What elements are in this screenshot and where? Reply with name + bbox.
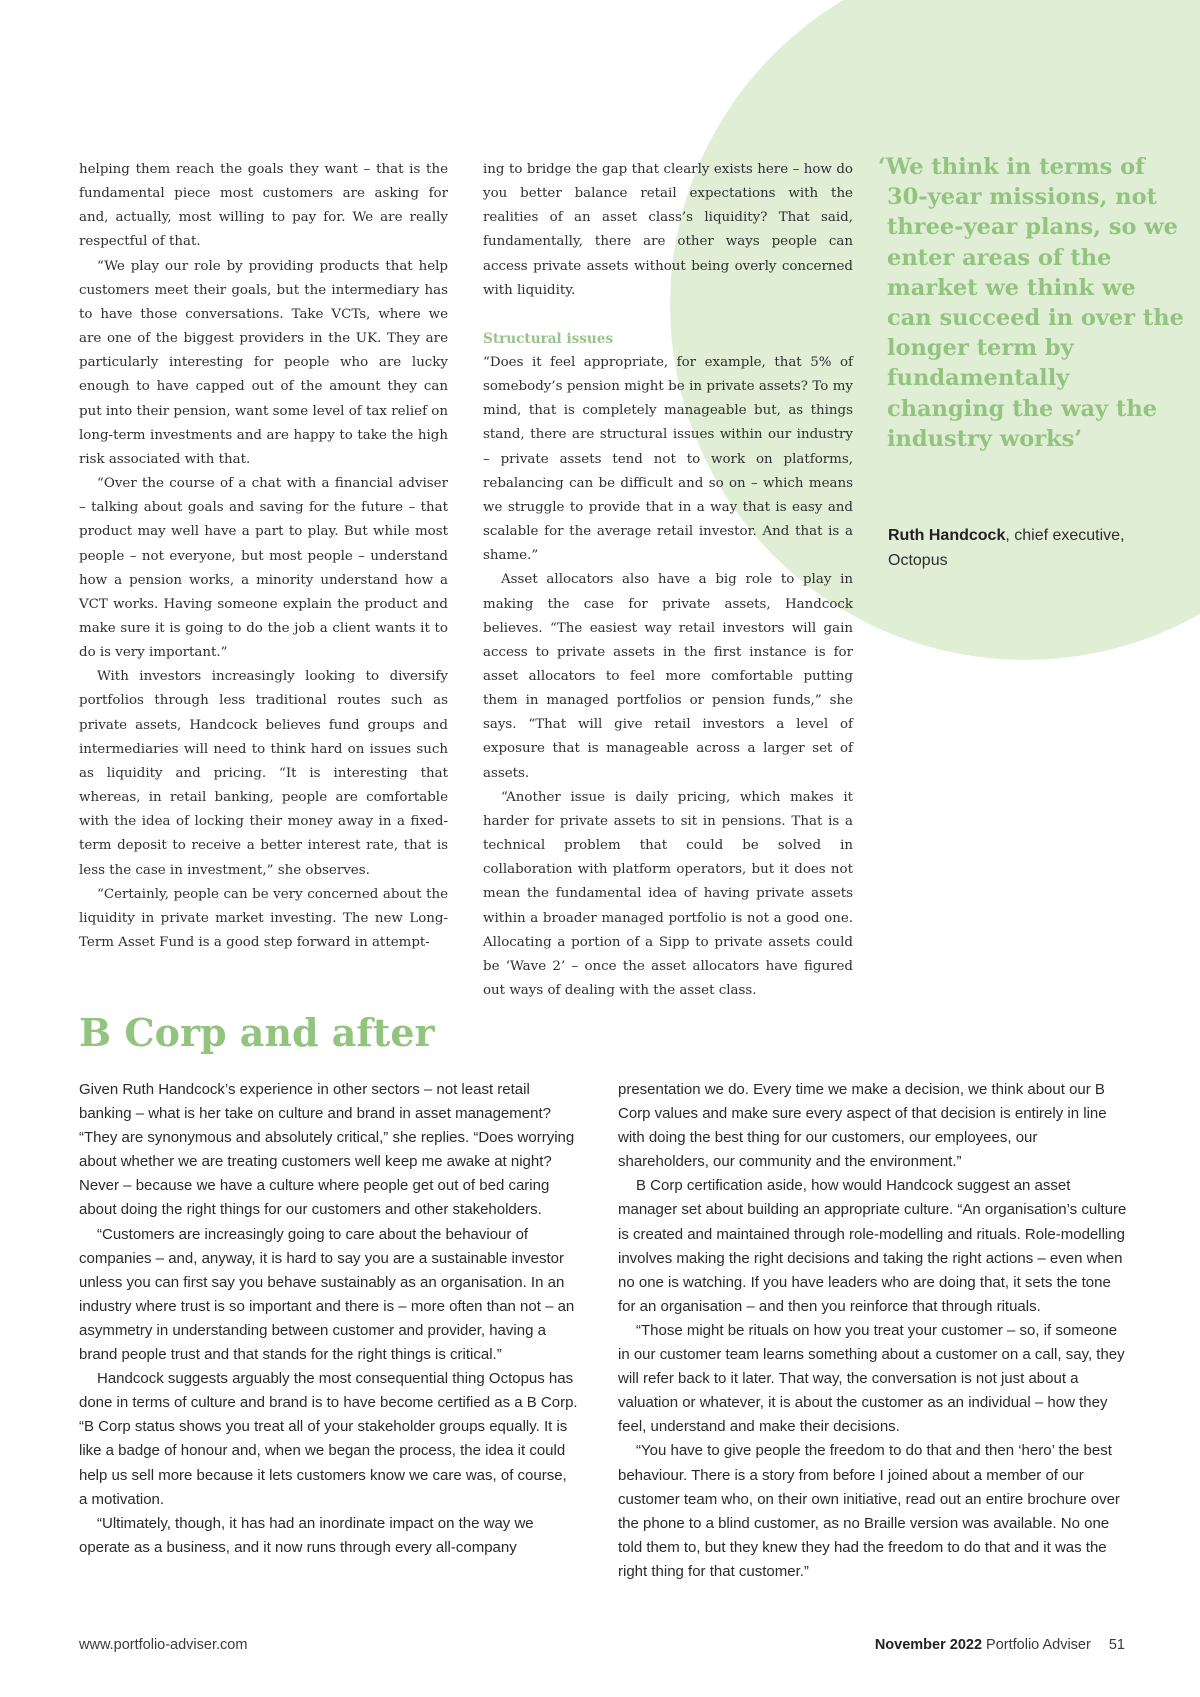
section-heading: B Corp and after bbox=[79, 1010, 435, 1055]
quote-attribution bbox=[888, 523, 1148, 573]
paragraph: “Those might be rituals on how you treat your customer – so, if someone in our customer team learns something about a customer on a call, say, they will refer back to it later. That way, the conversation is not just about a valuation or whatever, it is about the customer as an individual – how they feel, understand and make their decisions. bbox=[618, 1321, 1125, 1436]
footer-issue-date: November 2022 bbox=[874, 1637, 983, 1653]
article-column-2 bbox=[483, 158, 853, 1003]
attribution-name: Ruth Handcock bbox=[888, 527, 1006, 544]
paragraph: “Customers are increasingly going to care about the behaviour of companies – and, anyway, it is hard to say you are a sustainable investor unless you can first say you behave sustainably as an organisation. In an industry where trust is so important and there is – more often than not – an asymmetry in understanding between customer and provider, having a brand people trust and that stands for the right things is critical.” bbox=[79, 1225, 575, 1364]
paragraph: “We play our role by providing products that help customers meet their goals, but the intermediary has to have those conversations. Take VCTs, where we are one of the biggest providers in the UK. They are particularly interesting for people who are lucky enough to have capped out of the amount they can put into their pension, want some level of tax relief on long-term investments and are happy to take the high risk associated with that. bbox=[79, 258, 448, 467]
footer-publication: Portfolio Adviser bbox=[986, 1637, 1091, 1653]
paragraph: ing to bridge the gap that clearly exists here – how do you better balance retail expectations with the realities of an asset class’s liquidity? That said, fundamentally, there are other ways people can access private assets without being overly concerned with liquidity. bbox=[483, 162, 853, 298]
paragraph: “You have to give people the freedom to do that and then ‘hero’ the best behaviour. There is a story from before I joined about a member of our customer team who, on their own initiative, read out an entire brochure over the phone to a blind customer, as no Braille version was available. No one told them to, but they knew they had the freedom to do that and it was the right thing for that customer.” bbox=[618, 1442, 1120, 1580]
footer-issue-info bbox=[875, 1637, 1125, 1653]
paragraph: “Over the course of a chat with a financial adviser – talking about goals and saving for the future – that product may well have a part to play. But while most people – not everyone, but most people – understand how a pension works, a minority understand how a VCT works. Having someone explain the product and make sure it is going to do the job a client wants it to do is very important.” bbox=[79, 476, 448, 661]
section-column-2 bbox=[618, 1078, 1128, 1584]
page-number: 51 bbox=[1108, 1637, 1125, 1653]
paragraph: Given Ruth Handcock’s experience in other sectors – not least retail banking – what is her take on culture and brand in asset management? “They are synonymous and absolutely critical,” she replies. “Does worrying about whether we are treating customers well keep me awake at night? Never – because we have a culture where people get out of bed caring about doing the right things for our customers and other stakeholders. bbox=[79, 1081, 575, 1219]
paragraph: presentation we do. Every time we make a decision, we think about our B Corp values and make sure every aspect of that decision is entirely in line with doing the best thing for our customers, our employees, our shareholders, our community and the environment.” bbox=[618, 1081, 1107, 1171]
section-column-1 bbox=[79, 1078, 579, 1560]
article-column-1 bbox=[79, 158, 448, 955]
paragraph: Handcock suggests arguably the most consequential thing Octopus has done in terms of culture and brand is to have become certified as a B Corp. “B Corp status shows you treat all of your stakeholder groups equally. It is like a badge of honour and, when we began the process, the idea it could help us sell more because it lets customers know we care was, of course, a motivation. bbox=[79, 1370, 578, 1508]
attribution-role: , chief executive, Octopus bbox=[888, 527, 1125, 569]
paragraph: B Corp certification aside, how would Handcock suggest an asset manager set about building an appropriate culture. “An organisation’s culture is created and maintained through role-modelling and rituals. Role-modelling involves making the right decisions and taking the right actions – even when no one is watching. If you have leaders who are doing that, it sets the tone for an organisation – and then you reinforce that through rituals. bbox=[618, 1177, 1127, 1315]
pull-quote: ‘We think in terms of 30-year missions, not three-year plans, so we enter areas of the market we think we can succeed in over the longer term by fundamentally changing the way the industry works’ bbox=[878, 154, 1184, 452]
paragraph: “Certainly, people can be very concerned about the liquidity in private market investing. The new Long-Term Asset Fund is a good step forward in attempt- bbox=[79, 886, 448, 950]
paragraph: helping them reach the goals they want – that is the fundamental piece most customers are asking for and, actually, most willing to pay for. We are really respectful of that. bbox=[79, 162, 448, 250]
page-footer bbox=[79, 1637, 1125, 1659]
paragraph: “Another issue is daily pricing, which makes it harder for private assets to sit in pensions. That is a technical problem that could be solved in collaboration with platform operators, but it does not mean the fundamental idea of having private assets within a broader managed portfolio is not a good one. Allocating a portion of a Sipp to private assets could be ‘Wave 2’ – once the asset allocators have figured out ways of dealing with the asset class. bbox=[483, 789, 853, 998]
subheading: Structural issues bbox=[483, 330, 614, 347]
footer-url[interactable]: www.portfolio-adviser.com bbox=[79, 1637, 248, 1653]
paragraph: “Ultimately, though, it has had an inordinate impact on the way we operate as a business, and it now runs through every all-company bbox=[79, 1514, 534, 1556]
paragraph: With investors increasingly looking to diversify portfolios through less traditional routes such as private assets, Handcock believes fund groups and intermediaries will need to think hard on issues such as liquidity and pricing. “It is interesting that whereas, in retail banking, people are comfortable with the idea of locking their money away in a fixed-term deposit to receive a better interest rate, that is less the case in investment,” she observes. bbox=[79, 669, 448, 878]
paragraph: “Does it feel appropriate, for example, that 5% of somebody’s pension might be in private assets? To my mind, that is completely manageable but, as things stand, there are structural issues within our industry – private assets tend not to work on platforms, rebalancing can be difficult and so on – which means we struggle to provide that in a way that is easy and scalable for the average retail investor. And that is a shame.” bbox=[483, 354, 853, 564]
paragraph: Asset allocators also have a big role to play in making the case for private assets, Handcock believes. “The easiest way retail investors will gain access to private assets in the first instance is for asset allocators to feel more comfortable putting them in managed portfolios or pension funds,” she says. “That will give retail investors a level of exposure that is manageable across a larger set of assets. bbox=[483, 572, 853, 781]
